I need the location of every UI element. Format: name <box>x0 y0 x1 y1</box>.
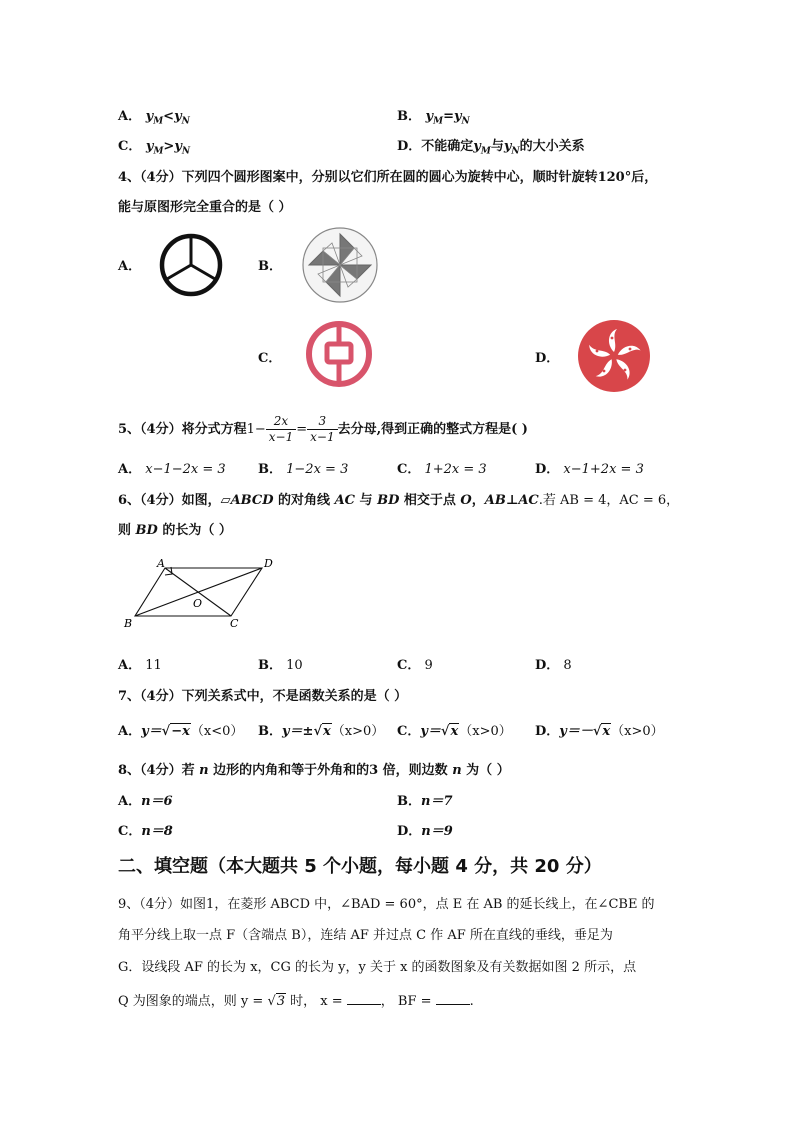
q6-option-c[interactable]: C． 9 <box>397 658 433 673</box>
operator: = <box>443 109 454 124</box>
sub-m: M <box>433 116 444 127</box>
sub-n: N <box>461 116 470 127</box>
q8-option-b[interactable]: B．n＝7 <box>397 794 453 809</box>
vertex-label-c: C <box>230 617 239 630</box>
sub-n: N <box>181 116 190 127</box>
q8-option-c[interactable]: C．n＝8 <box>118 824 173 839</box>
var-y: y <box>174 109 182 124</box>
q7-option-b[interactable]: B．y＝±√x（x>0） <box>258 724 385 739</box>
option-label: B． <box>397 109 421 124</box>
q6-stem-line2: 则 BD 的长为（ ） <box>118 523 232 538</box>
option-label: C． <box>118 139 142 154</box>
bauhinia-flag-icon[interactable] <box>576 318 652 394</box>
option-text: 的大小关系 <box>519 139 585 154</box>
var-y: y <box>503 139 512 154</box>
q4-stem-line2: 能与原图形完全重合的是（ ） <box>118 200 292 215</box>
sub-m: M <box>480 146 491 157</box>
q5-option-a[interactable]: A． x−1−2x = 3 <box>118 462 226 477</box>
mercedes-logo-icon[interactable] <box>157 232 225 298</box>
var-y: y <box>425 109 434 124</box>
q5-stem-pre: 5、（4分）将分式方程 <box>118 422 247 437</box>
q7-stem: 7、（4分）下列关系式中，不是函数关系的是（ ） <box>118 689 408 704</box>
q7-option-a[interactable]: A．y＝√−x（x<0） <box>118 724 244 739</box>
answer-blank-x[interactable] <box>347 992 381 1005</box>
var-y: y <box>145 109 154 124</box>
center-label-o: O <box>193 597 203 610</box>
q5-stem <box>118 408 528 452</box>
var-y: y <box>473 139 481 154</box>
answer-blank-bf[interactable] <box>436 992 470 1005</box>
q5-option-b[interactable]: B． 1−2x = 3 <box>258 462 349 477</box>
q8-option-d[interactable]: D．n＝9 <box>397 824 453 839</box>
operator: > <box>163 139 175 154</box>
q7-option-d[interactable]: D．y＝－√x（x>0） <box>535 724 664 739</box>
q3-option-d[interactable] <box>397 135 585 157</box>
sub-m: M <box>153 116 164 127</box>
q9-line3: G．设线段 AF 的长为 x，CG 的长为 y，y 关于 x 的函数图象及有关数据如图 2 所示，点 <box>118 960 637 975</box>
option-label: D． <box>397 139 422 154</box>
q6-stem-line1: 6、（4分）如图，▱ABCD 的对角线 AC 与 BD 相交于点 O，AB⊥AC.若 AB = 4，AC = 6， <box>118 493 680 508</box>
q5-option-c[interactable]: C． 1+2x = 3 <box>397 462 487 477</box>
section-heading-fill-in: 二、填空题（本大题共 5 个小题，每小题 4 分，共 20 分） <box>118 856 602 877</box>
q9-line2: 角平分线上取一点 F（含端点 B），连结 AF 并过点 C 作 AF 所在直线的垂线，垂足为 <box>118 928 613 943</box>
q9-line1: 9、（4分）如图1，在菱形 ABCD 中，∠BAD = 60°，点 E 在 AB 的延长线上，在∠CBE 的 <box>118 897 655 912</box>
pinwheel-icon[interactable] <box>300 226 380 304</box>
vertex-label-d: D <box>264 557 273 570</box>
vertex-label-b: B <box>124 617 133 630</box>
fraction-2x-over-x-1: $\frac{2x}{x-1}$ <box>266 414 296 445</box>
q6-option-a[interactable]: A． 11 <box>118 658 162 673</box>
option-text: 与 <box>490 139 504 154</box>
vertex-label-a: A <box>157 557 165 570</box>
eq-sign: = <box>296 422 308 437</box>
option-label: A． <box>118 109 142 124</box>
bank-of-china-logo-icon[interactable] <box>304 318 374 390</box>
q4-option-d-label[interactable]: D． <box>535 351 560 366</box>
option-text: 不能确定 <box>421 139 474 154</box>
q8-option-a[interactable]: A．n＝6 <box>118 794 173 809</box>
sub-n: N <box>511 146 520 157</box>
fraction-3-over-x-1: $\frac{3}{x-1}$ <box>307 414 337 445</box>
q3-option-c[interactable] <box>118 135 190 157</box>
q7-option-c[interactable]: C．y＝√x（x>0） <box>397 724 512 739</box>
q4-option-c-label[interactable]: C． <box>258 351 282 366</box>
operator: < <box>163 109 175 124</box>
q4-option-a-label[interactable]: A． <box>118 259 142 274</box>
q4-stem-line1: 4、（4分）下列四个圆形图案中，分别以它们所在圆的圆心为旋转中心，顺时针旋转120°后， <box>118 170 658 185</box>
q3-option-b[interactable] <box>397 105 470 127</box>
sub-n: N <box>181 146 191 157</box>
q3-option-a[interactable] <box>118 105 190 127</box>
parallelogram-figure <box>118 555 288 635</box>
q9-line4: Q 为图象的端点，则 y = √3 时， x = ， BF = . <box>118 994 474 1009</box>
eq-term: 1− <box>246 422 266 437</box>
q5-option-d[interactable]: D． x−1+2x = 3 <box>535 462 644 477</box>
q4-option-b-label[interactable]: B． <box>258 259 282 274</box>
sub-m: M <box>153 146 164 157</box>
var-y: y <box>145 139 154 154</box>
q6-option-b[interactable]: B． 10 <box>258 658 303 673</box>
q8-stem: 8、（4分）若 n 边形的内角和等于外角和的3 倍，则边数 n 为（ ） <box>118 763 510 778</box>
var-y: y <box>453 109 462 124</box>
q6-option-d[interactable]: D． 8 <box>535 658 572 673</box>
var-y: y <box>174 139 182 154</box>
q5-stem-post: 去分母,得到正确的整式方程是( ) <box>337 422 528 437</box>
